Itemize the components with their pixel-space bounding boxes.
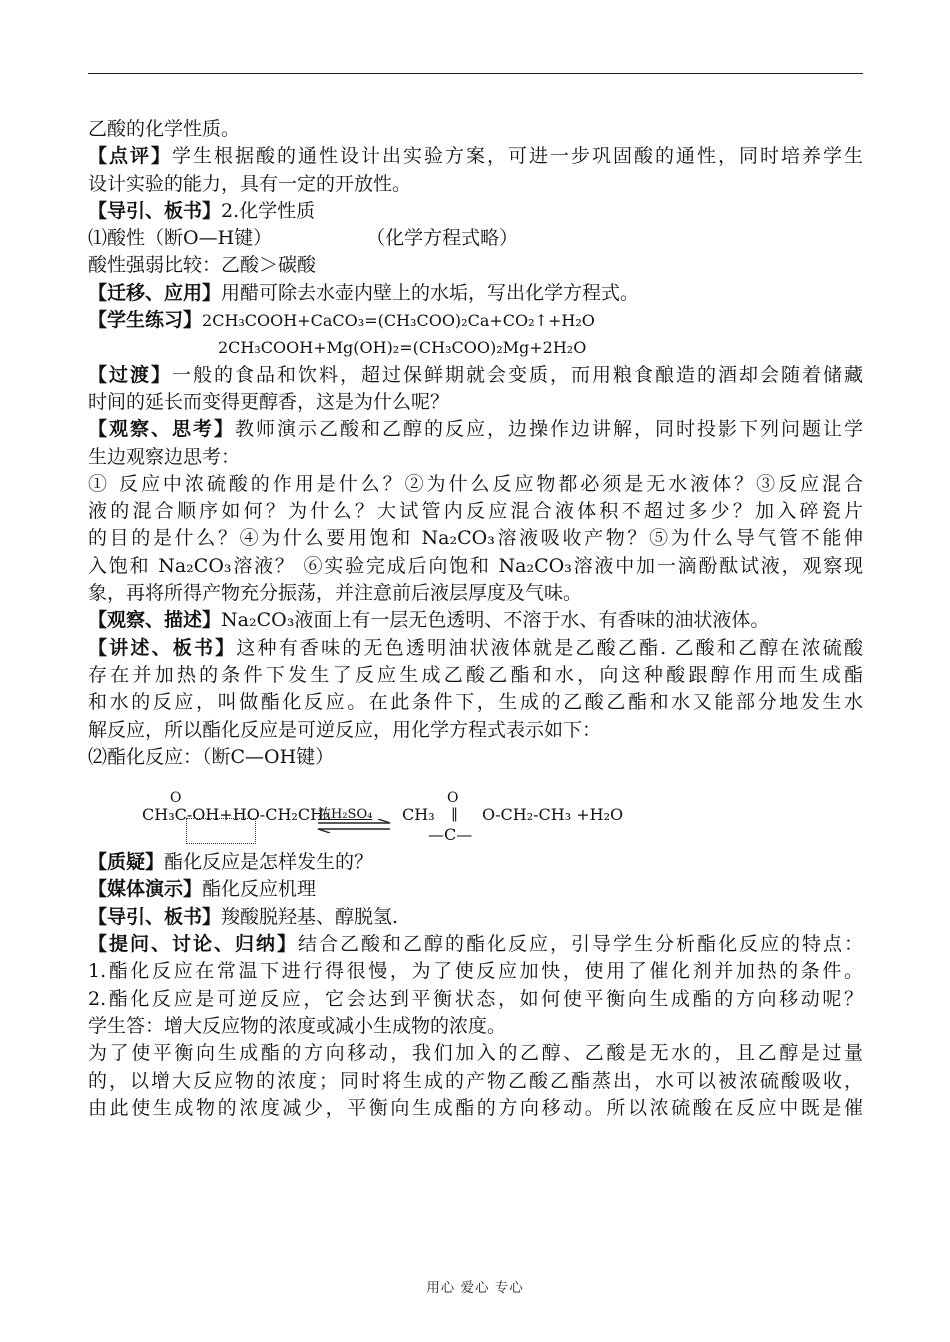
- line-text: 为了使平衡向生成酯的方向移动，我们加入的乙醇、乙酸是无水的，且乙醇是过量: [88, 1042, 863, 1065]
- reactants: CH₃C‑OH+HO‑CH₂CH₃: [142, 805, 331, 825]
- text-line: [88, 444, 863, 471]
- text-line: [88, 389, 863, 416]
- line-text: 由此使生成物的浓度减少，平衡向生成酯的方向移动。所以浓硫酸在反应中既是催: [88, 1096, 863, 1119]
- line-text: 时间的延长而变得更醇香，这是为什么呢？: [88, 390, 450, 413]
- line-text: 酯化反应是怎样发生的？: [164, 851, 374, 874]
- line-text: 教师演示乙酸和乙醇的反应，边操作边讲解，同时投影下列问题让学: [235, 418, 863, 441]
- text-line: [88, 904, 863, 931]
- line-text: ⑵酯化反应：（断C—OH键）: [88, 745, 335, 768]
- page-footer: 用心 爱心 专心: [426, 1280, 524, 1296]
- text-line: [88, 744, 863, 771]
- text-line: [88, 116, 863, 143]
- reversible-arrow-icon: [316, 819, 394, 833]
- text-line: [88, 1040, 863, 1067]
- product-ch3: CH₃: [402, 805, 435, 825]
- line-text: Na₂CO₃液面上有一层无色透明、不溶于水、有香味的油状液体。: [221, 609, 770, 632]
- text-line: [88, 662, 863, 689]
- text-line: [88, 362, 863, 389]
- section-tag: 【讲述、板书】: [88, 636, 237, 659]
- line-text: 酯化反应机理: [202, 878, 317, 901]
- text-line: [88, 689, 863, 716]
- leaving-group-box: [186, 818, 256, 844]
- product-carbonyl: —C—: [428, 825, 473, 845]
- line-text: 酸性强弱比较：乙酸＞碳酸: [88, 254, 317, 277]
- line-text: 结合乙酸和乙醇的酯化反应，引导学生分析酯化反应的特点：: [298, 933, 863, 956]
- text-line: [88, 580, 863, 607]
- line-text: 羧酸脱羟基、醇脱氢.: [221, 905, 399, 928]
- line-text: 这种有香味的无色透明油状液体就是乙酸乙酯. 乙酸和乙醇在浓硫酸: [236, 636, 863, 659]
- section-tag: 【观察、描述】: [88, 609, 222, 632]
- line-text: 学生根据酸的通性设计出实验方案，可进一步巩固酸的通性，同时培养学生: [172, 145, 863, 168]
- reaction-condition: 浓H₂SO₄: [318, 807, 373, 823]
- line-text: 解反应，所以酯化反应是可逆反应，用化学方程式表示如下：: [88, 718, 602, 741]
- section-tag: 【迁移、应用】: [88, 281, 222, 304]
- text-line: [88, 553, 863, 580]
- section-tag: 【学生练习】: [88, 309, 203, 332]
- text-line: [88, 198, 863, 225]
- line-text: 的，以增大反应物的浓度；同时将生成的产物乙酸乙酯蒸出，水可以被浓硫酸吸收，: [88, 1069, 863, 1092]
- text-line: [88, 1013, 863, 1040]
- line-tail-text: （化学方程式略）: [366, 227, 519, 250]
- text-block-3: [88, 849, 863, 1122]
- text-line: [88, 252, 863, 279]
- esterification-equation: [88, 771, 863, 849]
- text-line: [88, 1068, 863, 1095]
- text-line: [88, 849, 863, 876]
- carbonyl-o-label: O: [170, 790, 182, 807]
- text-line: [88, 635, 863, 662]
- line-text: 的目的是什么？④为什么要用饱和 Na₂CO₃溶液吸收产物？⑤为什么导气管不能伸: [88, 527, 863, 550]
- text-block-1: [88, 116, 863, 307]
- text-line: [88, 986, 863, 1013]
- product-rest: O‑CH₂‑CH₃ +H₂O: [482, 805, 624, 825]
- line-text: ① 反应中浓硫酸的作用是什么？②为什么反应物都必须是无水液体？③反应混合: [88, 472, 863, 495]
- double-bond-icon: ‖: [451, 806, 458, 823]
- text-line: [88, 876, 863, 903]
- section-tag: 【提问、讨论、归纳】: [88, 933, 298, 956]
- text-line: [88, 498, 863, 525]
- line-text: 生边观察边思考：: [88, 445, 241, 468]
- text-line: [88, 607, 863, 634]
- equation-2: 2CH₃COOH+Mg(OH)₂=(CH₃COO)₂Mg+2H₂O: [218, 338, 587, 358]
- line-text: 和水的反应，叫做酯化反应。在此条件下，生成的乙酸乙酯和水又能部分地发生水: [88, 691, 863, 714]
- line-text: 一般的食品和饮料，超过保鲜期就会变质，而用粮食酿造的酒却会随着储藏: [172, 363, 863, 386]
- line-text: 1.酯化反应在常温下进行得很慢，为了使反应加快，使用了催化剂并加热的条件。: [88, 960, 863, 983]
- text-block-2: [88, 362, 863, 771]
- line-text: 象，再将所得产物充分振荡，并注意前后液层厚度及气味。: [88, 582, 583, 605]
- line-text: 2.化学性质: [221, 199, 316, 222]
- section-tag: 【过渡】: [88, 363, 172, 386]
- text-line: [88, 717, 863, 744]
- section-tag: 【质疑】: [88, 851, 165, 874]
- equation-1: 2CH₃COOH+CaCO₃=(CH₃COO)₂Ca+CO₂↑+H₂O: [202, 311, 595, 331]
- line-text: 入饱和 Na₂CO₃溶液？ ⑥实验完成后向饱和 Na₂CO₃溶液中加一滴酚酞试液，观察现: [88, 554, 863, 577]
- section-tag: 【观察、思考】: [88, 418, 235, 441]
- text-line: [88, 416, 863, 443]
- line-text: 液的混合顺序如何？为什么？大试管内反应混合液体积不超过多少？加入碎瓷片: [88, 500, 863, 523]
- text-line: [88, 931, 863, 958]
- practice-line-1: [88, 307, 863, 334]
- line-text: 学生答：增大反应物的浓度或减小生成物的浓度。: [88, 1014, 507, 1037]
- product-o: O: [447, 790, 459, 807]
- text-line: [88, 171, 863, 198]
- line-text: 设计实验的能力，具有一定的开放性。: [88, 172, 412, 195]
- text-line: [88, 471, 863, 498]
- section-tag: 【媒体演示】: [88, 878, 203, 901]
- text-line: [88, 525, 863, 552]
- line-text: 乙酸的化学性质。: [88, 118, 241, 140]
- document-body: [88, 116, 863, 1122]
- line-text: 用醋可除去水壶内壁上的水垢，写出化学方程式。: [221, 281, 640, 304]
- text-line: [88, 225, 863, 252]
- line-text: 存在并加热的条件下发生了反应生成乙酸乙酯和水，向这种酸跟醇作用而生成酯: [88, 663, 863, 686]
- section-tag: 【点评】: [88, 145, 172, 168]
- text-line: [88, 280, 863, 307]
- line-text: 2.酯化反应是可逆反应，它会达到平衡状态，如何使平衡向生成酯的方向移动呢？: [88, 987, 863, 1010]
- line-text: ⑴酸性（断O—H键）: [88, 227, 273, 250]
- header-rule: [88, 73, 863, 74]
- text-line: [88, 958, 863, 985]
- practice-line-2: [88, 334, 863, 361]
- section-tag: 【导引、板书】: [88, 905, 222, 928]
- text-line: [88, 1095, 863, 1122]
- text-line: [88, 143, 863, 170]
- section-tag: 【导引、板书】: [88, 199, 222, 222]
